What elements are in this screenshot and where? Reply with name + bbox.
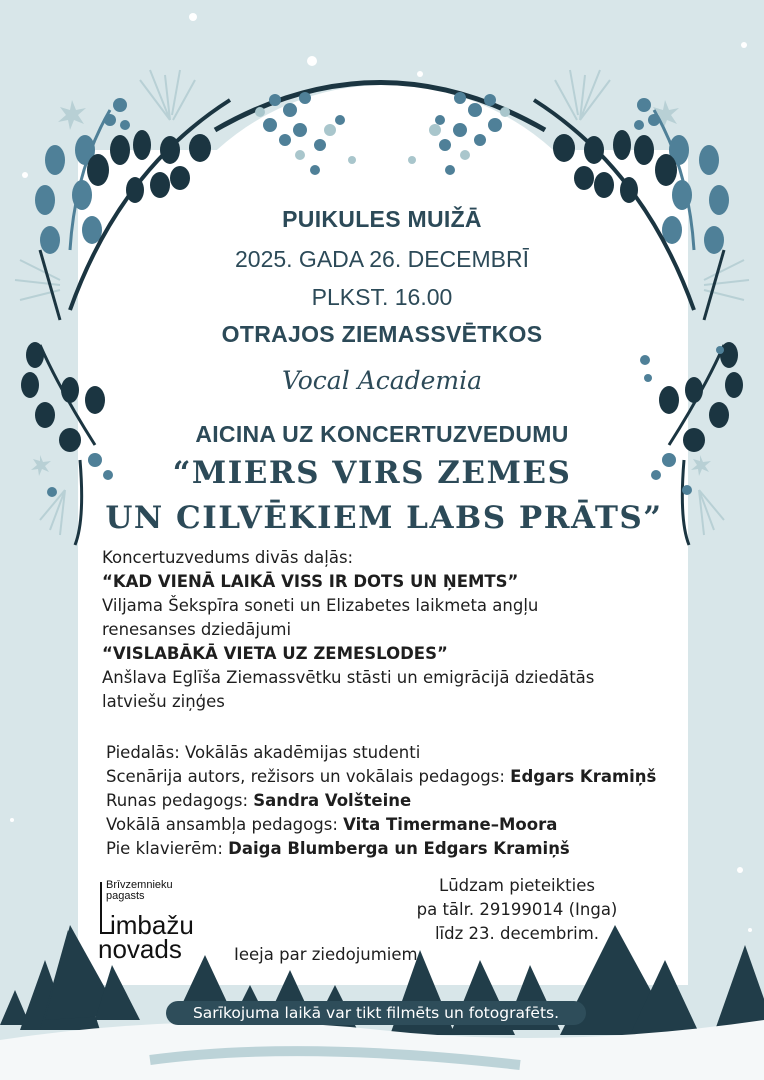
- credit-line: Vokālā ansambļa pedagogs: Vita Timermane–Moora: [106, 815, 558, 834]
- concert-title-line1: “MIERS VIRS ZEMES: [172, 455, 572, 491]
- credit-line: Scenārija autors, režisors un vokālais pedagogs: Edgars Kramiņš: [106, 767, 657, 786]
- entry-note: Ieeja par ziedojumiem: [234, 945, 418, 964]
- limbazu-novads-logo: [98, 880, 218, 965]
- part2-desc-line2: latviešu ziņģes: [102, 692, 225, 711]
- concert-title-line2: UN CILVĒKIEM LABS PRĀTS”: [105, 500, 663, 536]
- part2-title: “VISLABĀKĀ VIETA UZ ZEMESLODES”: [102, 644, 448, 663]
- credit-line: Piedalās: Vokālās akadēmijas studenti: [106, 743, 421, 762]
- venue-heading: PUIKULES MUIŽĀ: [282, 206, 482, 232]
- logo-municipality: imbažu: [110, 910, 194, 940]
- logo-novads: novads: [98, 934, 182, 964]
- part2-desc-line1: Anšlava Eglīša Ziemassvētku stāsti un emigrācijā dziedātās: [102, 668, 595, 687]
- logo-bar: [100, 882, 102, 932]
- program-intro: Koncertuzvedums divās daļās:: [102, 548, 354, 567]
- berry-cluster-top: [263, 92, 502, 175]
- part1-desc-line1: Viljama Šekspīra soneti un Elizabetes laikmeta angļu: [102, 596, 539, 615]
- part1-title: “KAD VIENĀ LAIKĀ VISS IR DOTS UN ŅEMTS”: [102, 572, 519, 591]
- invite-heading: AICINA UZ KONCERTUZVEDUMU: [195, 421, 569, 447]
- credit-line: Pie klavierēm: Daiga Blumberga un Edgars Kramiņš: [106, 839, 570, 858]
- date-heading: 2025. GADA 26. DECEMBRĪ: [234, 246, 529, 272]
- occasion-heading: OTRAJOS ZIEMASSVĒTKOS: [221, 321, 543, 347]
- credits-section: [106, 741, 696, 861]
- filming-notice: Sarīkojuma laikā var tikt filmēts un fotografēts.: [166, 1001, 586, 1025]
- program-section: [102, 546, 692, 714]
- logo-parish: Brīvzemnieku pagasts: [106, 879, 173, 902]
- organizer-logo-text: Vocal Academia: [281, 366, 483, 395]
- contact-info: Lūdzam pieteikties pa tālr. 29199014 (Inga) līdz 23. decembrim.: [416, 876, 618, 943]
- part1-desc-line2: renesanses dziedājumi: [102, 620, 292, 639]
- time-heading: PLKST. 16.00: [311, 284, 453, 310]
- credit-line: Runas pedagogs: Sandra Volšteine: [106, 791, 412, 810]
